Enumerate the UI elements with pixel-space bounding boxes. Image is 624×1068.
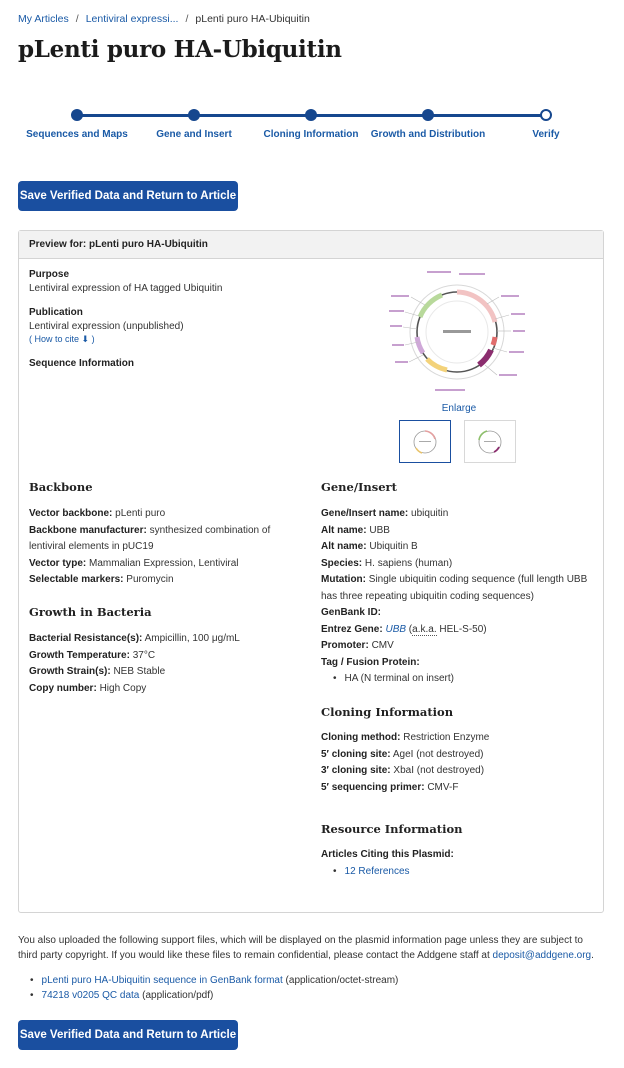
cloning-site-5-row: [321, 747, 601, 764]
download-arrow-icon: ⬇: [81, 334, 90, 344]
step-label: Verify: [532, 129, 560, 140]
how-to-cite[interactable]: ( How to cite ⬇ ): [29, 334, 95, 344]
cloning-method-row: [321, 730, 601, 747]
field-label: Alt name:: [321, 524, 367, 536]
growth-heading: Growth in Bacteria: [29, 605, 152, 619]
map-thumbnail[interactable]: [464, 420, 516, 463]
breadcrumb-current: pLenti puro HA-Ubiquitin: [195, 13, 310, 25]
resistance-row: [29, 631, 291, 648]
field-value: CMV: [371, 640, 394, 651]
list-item: • HA (N terminal on insert): [321, 671, 601, 688]
plasmid-map-image[interactable]: [387, 267, 527, 397]
sequence-info-label: Sequence Information: [29, 358, 135, 369]
purpose-label: Purpose: [29, 269, 70, 280]
preview-header-name: pLenti puro HA-Ubiquitin: [89, 239, 208, 250]
step-label: Cloning Information: [263, 129, 359, 140]
field-value: Restriction Enzyme: [403, 732, 490, 743]
gene-name-row: [321, 506, 601, 523]
enlarge-link[interactable]: Enlarge: [441, 403, 477, 414]
step-dot-current: [540, 109, 552, 121]
species-row: [321, 556, 601, 573]
alt-name-row: [321, 539, 601, 556]
field-label: Entrez Gene:: [321, 623, 383, 635]
sequencing-primer-row: [321, 780, 601, 797]
field-label: Growth Strain(s):: [29, 666, 111, 677]
field-label: Growth Temperature:: [29, 649, 130, 661]
list-item: [321, 864, 601, 881]
backbone-heading: Backbone: [29, 480, 93, 494]
preview-header: [19, 231, 603, 259]
cloning-site-3-row: [321, 763, 601, 780]
field-value: 37°C: [132, 649, 156, 661]
field-value: H. sapiens (human): [364, 557, 453, 569]
field-value: Ampicillin, 100 μg/mL: [144, 633, 240, 644]
field-label: Species:: [321, 557, 363, 569]
field-value: ubiquitin: [411, 508, 449, 519]
copy-number-row: [29, 681, 291, 698]
manufacturer-row: [29, 523, 291, 556]
preview-panel: [18, 230, 604, 913]
step-sequences-and-maps[interactable]: [17, 106, 137, 140]
aka-abbr: a.k.a.: [412, 623, 437, 635]
field-label: Alt name:: [321, 541, 367, 552]
plasmid-map-icon: [387, 267, 527, 397]
list-item: [18, 973, 398, 988]
entrez-row: Entrez Gene: UBB (a.k.a. HEL-S-50): [321, 623, 487, 635]
field-value: CMV-F: [427, 781, 459, 793]
plasmid-thumbnail-icon: [408, 427, 442, 457]
breadcrumb-my-articles[interactable]: My Articles: [18, 13, 69, 25]
resource-heading: Resource Information: [321, 822, 463, 836]
mutation-row: [321, 572, 601, 605]
field-value: High Copy: [99, 682, 147, 694]
support-files-list: [18, 973, 398, 1003]
how-to-cite-link[interactable]: How to cite: [34, 334, 80, 344]
step-label: Gene and Insert: [156, 129, 232, 140]
publication-label: Publication: [29, 307, 83, 318]
field-value: AgeI (not destroyed): [392, 748, 484, 760]
step-dot: [422, 109, 434, 121]
cloning-details: [321, 730, 601, 796]
field-label: Promoter:: [321, 640, 369, 651]
field-value: Single ubiquitin coding sequence (full length UBB: [368, 574, 588, 585]
field-label: Backbone manufacturer:: [29, 524, 147, 536]
step-label: Growth and Distribution: [370, 129, 486, 140]
plasmid-thumbnail-icon: [473, 427, 507, 457]
field-value: NEB Stable: [113, 666, 166, 677]
file-type: (application/pdf): [142, 990, 214, 1001]
breadcrumb-separator: /: [185, 13, 189, 25]
list-item: [18, 988, 398, 1003]
field-label: Selectable markers:: [29, 574, 124, 585]
backbone-details: [29, 506, 291, 589]
progress-stepper: [18, 106, 608, 146]
note-text: You also uploaded the following support files, which will be displayed on the plasmid information page unless they are subject to: [18, 935, 583, 946]
field-label: Articles Citing this Plasmid:: [321, 849, 454, 860]
deposit-email-link[interactable]: deposit@addgene.org: [492, 950, 592, 961]
step-gene-and-insert[interactable]: [134, 106, 254, 140]
field-label: Gene/Insert name:: [321, 508, 409, 519]
references-link[interactable]: 12 References: [344, 865, 410, 877]
field-label: 5′ cloning site:: [321, 748, 391, 760]
field-value: Ubiquitin B: [369, 541, 418, 552]
field-label: Vector type:: [29, 557, 87, 569]
step-verify[interactable]: [486, 106, 606, 140]
publication-text: Lentiviral expression (unpublished): [29, 321, 184, 332]
entrez-gene-link[interactable]: UBB: [385, 623, 407, 635]
genbank-file-link[interactable]: pLenti puro HA-Ubiquitin sequence in GenBank format: [41, 975, 283, 986]
breadcrumb: [18, 13, 310, 25]
vector-backbone-row: [29, 506, 291, 523]
page-title: pLenti puro HA-Ubiquitin: [18, 36, 342, 63]
gene-insert-heading: Gene/Insert: [321, 480, 397, 494]
step-cloning-information[interactable]: [251, 106, 371, 140]
breadcrumb-article[interactable]: Lentiviral expressi...: [85, 13, 179, 25]
field-label: 5′ sequencing primer:: [321, 781, 425, 793]
genbank-row: [321, 605, 601, 622]
vector-type-row: [29, 556, 291, 573]
support-files-note: You also uploaded the following support files, which will be displayed on the plasmid information page unless they are subject to third party copyright. If you would like these files to remain confidential, please contact the Addgene staff at deposit@addgene.org.: [18, 935, 594, 961]
publication-block: [29, 307, 184, 345]
field-value: XbaI (not destroyed): [393, 765, 485, 776]
field-label: Copy number:: [29, 682, 97, 694]
step-label: Sequences and Maps: [26, 129, 128, 140]
map-thumbnail-selected[interactable]: [399, 420, 451, 463]
alt-name-row: [321, 523, 601, 540]
temperature-row: [29, 648, 291, 665]
step-dot: [305, 109, 317, 121]
save-verified-button-bottom[interactable]: Save Verified Data and Return to Article: [18, 1020, 238, 1050]
field-value: synthesized combination of lentiviral elements in pUC19: [29, 524, 271, 552]
field-value: pLenti puro: [115, 508, 166, 519]
step-dot: [71, 109, 83, 121]
field-label: Vector backbone:: [29, 508, 113, 519]
field-label: Cloning method:: [321, 732, 401, 743]
field-label: Mutation:: [321, 574, 366, 585]
breadcrumb-separator: /: [75, 13, 79, 25]
purpose-text: Lentiviral expression of HA tagged Ubiquitin: [29, 283, 223, 294]
strain-row: [29, 664, 291, 681]
promoter-row: [321, 638, 601, 655]
gene-insert-details: [321, 506, 601, 688]
step-dot: [188, 109, 200, 121]
cloning-heading: Cloning Information: [321, 705, 454, 719]
step-growth-and-distribution[interactable]: [368, 106, 488, 140]
markers-row: [29, 572, 291, 589]
note-text: third party copyright. If you would like these files to remain confidential, please contact the Addgene staff at: [18, 950, 493, 961]
save-verified-button[interactable]: Save Verified Data and Return to Article: [18, 181, 238, 211]
field-label: Bacterial Resistance(s):: [29, 633, 143, 644]
preview-header-label: Preview for:: [29, 239, 90, 250]
field-label: GenBank ID:: [321, 607, 382, 618]
resource-details: [321, 847, 601, 880]
references-list: [321, 864, 601, 881]
field-value: UBB: [369, 524, 390, 536]
tag-list: [321, 671, 601, 688]
field-value: HEL-S-50): [439, 623, 487, 635]
field-value: Mammalian Expression, Lentiviral: [89, 557, 239, 569]
growth-details: [29, 631, 291, 697]
field-label: Tag / Fusion Protein:: [321, 656, 420, 668]
field-label: 3′ cloning site:: [321, 765, 391, 776]
citing-row: [321, 847, 601, 864]
purpose-block: [29, 269, 222, 294]
file-type: (application/octet-stream): [285, 975, 399, 986]
qc-data-file-link[interactable]: 74218 v0205 QC data: [41, 990, 140, 1001]
tag-row: [321, 655, 601, 672]
field-value: Puromycin: [126, 574, 174, 585]
field-value: has three repeating ubiquitin coding sequences): [321, 590, 534, 602]
